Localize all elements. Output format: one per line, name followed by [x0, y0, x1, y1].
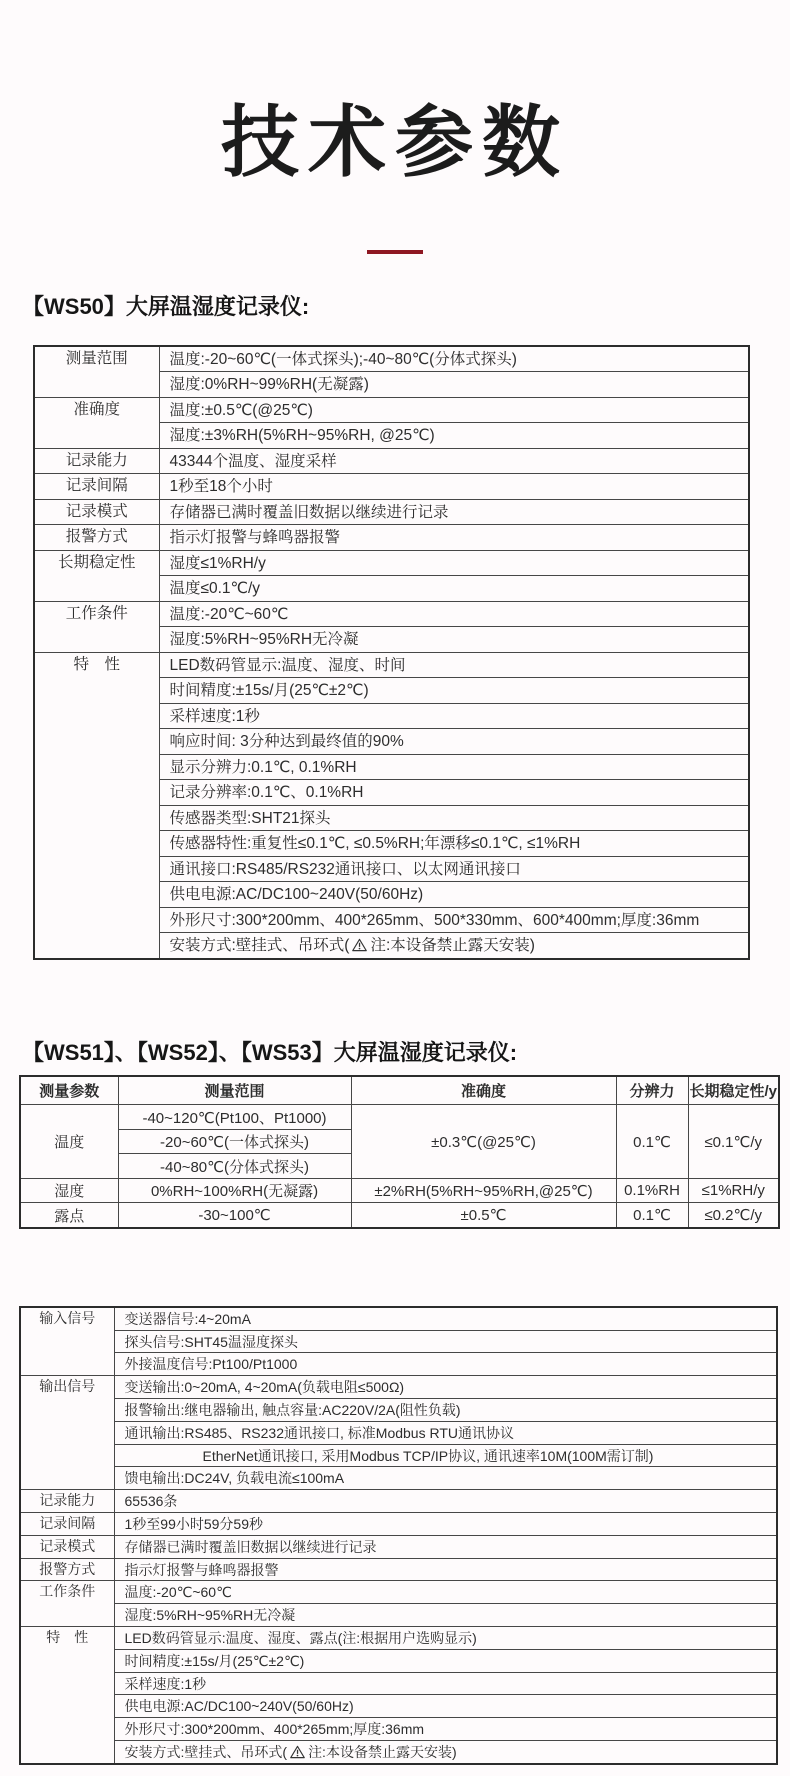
- spec-value: LED数码管显示:温度、湿度、露点(注:根据用户选购显示): [114, 1627, 777, 1650]
- ws51-53-spec-table: [19, 1306, 778, 1765]
- spec-value: 记录分辨率:0.1℃、0.1%RH: [159, 780, 749, 806]
- table-row: [20, 1741, 777, 1764]
- spec-value: 湿度:5%RH~95%RH无冷凝: [114, 1604, 777, 1627]
- spec-value: 通讯接口:RS485/RS232通讯接口、以太网通讯接口: [159, 856, 749, 882]
- spec-label: 输出信号: [20, 1376, 114, 1490]
- accuracy-cell: ±0.3℃(@25℃): [351, 1105, 616, 1179]
- spec-value: 湿度≤1%RH/y: [159, 550, 749, 576]
- table-row: [20, 1444, 777, 1467]
- table-row: [34, 474, 749, 500]
- param-cell: 露点: [20, 1203, 118, 1228]
- spec-value: 报警输出:继电器输出, 触点容量:AC220V/2A(阻性负载): [114, 1399, 777, 1422]
- spec-label: 记录模式: [20, 1535, 114, 1558]
- table-row: [20, 1490, 777, 1513]
- range-cell: -20~60℃(一体式探头): [118, 1129, 351, 1154]
- spec-value-install: [114, 1741, 777, 1764]
- spec-label: 记录模式: [34, 499, 159, 525]
- column-header: 测量参数: [20, 1076, 118, 1105]
- warning-icon: [290, 1745, 305, 1759]
- table-row: [34, 601, 749, 627]
- spec-value: 温度:-20~60℃(一体式探头);-40~80℃(分体式探头): [159, 346, 749, 372]
- spec-label: 记录能力: [20, 1490, 114, 1513]
- spec-label: 报警方式: [34, 525, 159, 551]
- document-page: [0, 96, 790, 1776]
- table-row: [34, 346, 749, 372]
- install-text-note: 注:本设备禁止露天安装): [308, 1743, 457, 1760]
- table-row: [20, 1421, 777, 1444]
- ws51-53-params-table: [19, 1075, 780, 1229]
- ws50-section-heading: 【WS50】大屏温湿度记录仪:: [22, 293, 310, 319]
- table-row: [34, 550, 749, 576]
- table-row: [20, 1604, 777, 1627]
- accuracy-cell: ±0.5℃: [351, 1203, 616, 1228]
- page-title: 技术参数: [220, 98, 569, 186]
- table-row: [20, 1399, 777, 1422]
- spec-value: 1秒至18个小时: [159, 474, 749, 500]
- spec-label: 记录间隔: [34, 474, 159, 500]
- resolution-cell: 0.1℃: [616, 1105, 688, 1179]
- table-row: [20, 1105, 779, 1130]
- accuracy-cell: ±2%RH(5%RH~95%RH,@25℃): [351, 1178, 616, 1203]
- warning-icon: [352, 938, 367, 952]
- table-row: [20, 1649, 777, 1672]
- spec-value: 温度:±0.5℃(@25℃): [159, 397, 749, 423]
- spec-value: 温度:-20℃~60℃: [159, 601, 749, 627]
- spec-label: 报警方式: [20, 1558, 114, 1581]
- range-cell: 0%RH~100%RH(无凝露): [118, 1178, 351, 1203]
- table-row: [34, 652, 749, 678]
- spec-value: 时间精度:±15s/月(25℃±2℃): [114, 1649, 777, 1672]
- spec-value: 65536条: [114, 1490, 777, 1513]
- spec-value: 外形尺寸:300*200mm、400*265mm;厚度:36mm: [114, 1718, 777, 1741]
- resolution-cell: 0.1%RH: [616, 1178, 688, 1203]
- install-text-pre: 安装方式:壁挂式、吊环式(: [169, 937, 350, 955]
- spec-value: 时间精度:±15s/月(25℃±2℃): [159, 678, 749, 704]
- spec-label: 特 性: [20, 1627, 114, 1764]
- range-cell: -40~120℃(Pt100、Pt1000): [118, 1105, 351, 1130]
- table-row: [20, 1581, 777, 1604]
- table-row: [20, 1376, 777, 1399]
- spec-value: EtherNet通讯接口, 采用Modbus TCP/IP协议, 通讯速率10M(100M需订制): [114, 1444, 777, 1467]
- ws51-section-heading: 【WS51】、【WS52】、【WS53】大屏温湿度记录仪:: [22, 1039, 518, 1065]
- spec-value: 变送器信号:4~20mA: [114, 1307, 777, 1330]
- install-text-pre: 安装方式:壁挂式、吊环式(: [124, 1743, 288, 1760]
- ws50-spec-table: [33, 345, 750, 960]
- range-cell: -40~80℃(分体式探头): [118, 1154, 351, 1179]
- table-row: [34, 448, 749, 474]
- spec-value: 供电电源:AC/DC100~240V(50/60Hz): [114, 1695, 777, 1718]
- spec-value: 温度:-20℃~60℃: [114, 1581, 777, 1604]
- resolution-cell: 0.1℃: [616, 1203, 688, 1228]
- spec-label: 特 性: [34, 652, 159, 959]
- column-header: 准确度: [351, 1076, 616, 1105]
- spec-value: 响应时间: 3分种达到最终值的90%: [159, 729, 749, 755]
- spec-value: 供电电源:AC/DC100~240V(50/60Hz): [159, 882, 749, 908]
- table-row: [20, 1558, 777, 1581]
- spec-value: 显示分辨力:0.1℃, 0.1%RH: [159, 754, 749, 780]
- spec-value: 温度≤0.1℃/y: [159, 576, 749, 602]
- title-divider: [367, 250, 423, 254]
- table-row: [20, 1178, 779, 1203]
- spec-label: 工作条件: [34, 601, 159, 652]
- spec-label: 准确度: [34, 397, 159, 448]
- spec-label: 记录间隔: [20, 1513, 114, 1536]
- spec-value: 通讯输出:RS485、RS232通讯接口, 标准Modbus RTU通讯协议: [114, 1421, 777, 1444]
- column-header: 分辨力: [616, 1076, 688, 1105]
- spec-value: 湿度:5%RH~95%RH无冷凝: [159, 627, 749, 653]
- spec-label: 测量范围: [34, 346, 159, 398]
- table-row: [20, 1307, 777, 1330]
- param-cell: 温度: [20, 1105, 118, 1179]
- spec-label: 输入信号: [20, 1307, 114, 1376]
- table-row: [20, 1535, 777, 1558]
- spec-value: 存储器已满时覆盖旧数据以继续进行记录: [114, 1535, 777, 1558]
- table-header-row: [20, 1076, 779, 1105]
- spec-label: 长期稳定性: [34, 550, 159, 601]
- spec-value: 1秒至99小时59分59秒: [114, 1513, 777, 1536]
- stability-cell: ≤1%RH/y: [688, 1178, 779, 1203]
- spec-value: 存储器已满时覆盖旧数据以继续进行记录: [159, 499, 749, 525]
- table-row: [20, 1672, 777, 1695]
- table-row: [20, 1627, 777, 1650]
- column-header: 测量范围: [118, 1076, 351, 1105]
- spec-label: 工作条件: [20, 1581, 114, 1627]
- spec-value: 变送输出:0~20mA, 4~20mA(负载电阻≤500Ω): [114, 1376, 777, 1399]
- install-text-note: 注:本设备禁止露天安装): [370, 937, 535, 955]
- param-cell: 湿度: [20, 1178, 118, 1203]
- spec-value: 传感器类型:SHT21探头: [159, 805, 749, 831]
- table-row: [20, 1513, 777, 1536]
- spec-value: 外接温度信号:Pt100/Pt1000: [114, 1353, 777, 1376]
- spec-value: 传感器特性:重复性≤0.1℃, ≤0.5%RH;年漂移≤0.1℃, ≤1%RH: [159, 831, 749, 857]
- spec-value: LED数码管显示:温度、湿度、时间: [159, 652, 749, 678]
- table-row: [20, 1203, 779, 1228]
- spec-value: 馈电输出:DC24V, 负载电流≤100mA: [114, 1467, 777, 1490]
- table-row: [20, 1467, 777, 1490]
- stability-cell: ≤0.1℃/y: [688, 1105, 779, 1179]
- spec-label: 记录能力: [34, 448, 159, 474]
- table-row: [34, 525, 749, 551]
- table-row: [20, 1330, 777, 1353]
- range-cell: -30~100℃: [118, 1203, 351, 1228]
- table-row: [34, 499, 749, 525]
- column-header: 长期稳定性/y: [688, 1076, 779, 1105]
- spec-value: 湿度:0%RH~99%RH(无凝露): [159, 372, 749, 398]
- spec-value: 指示灯报警与蜂鸣器报警: [159, 525, 749, 551]
- spec-value: 指示灯报警与蜂鸣器报警: [114, 1558, 777, 1581]
- spec-value: 探头信号:SHT45温湿度探头: [114, 1330, 777, 1353]
- spec-value: 外形尺寸:300*200mm、400*265mm、500*330mm、600*400mm;厚度:36mm: [159, 907, 749, 933]
- spec-value: 采样速度:1秒: [114, 1672, 777, 1695]
- table-row: [20, 1718, 777, 1741]
- stability-cell: ≤0.2℃/y: [688, 1203, 779, 1228]
- table-row: [20, 1353, 777, 1376]
- spec-value-install: [159, 933, 749, 959]
- spec-value: 采样速度:1秒: [159, 703, 749, 729]
- table-row: [20, 1695, 777, 1718]
- table-row: [34, 397, 749, 423]
- spec-value: 湿度:±3%RH(5%RH~95%RH, @25℃): [159, 423, 749, 449]
- spec-value: 43344个温度、湿度采样: [159, 448, 749, 474]
